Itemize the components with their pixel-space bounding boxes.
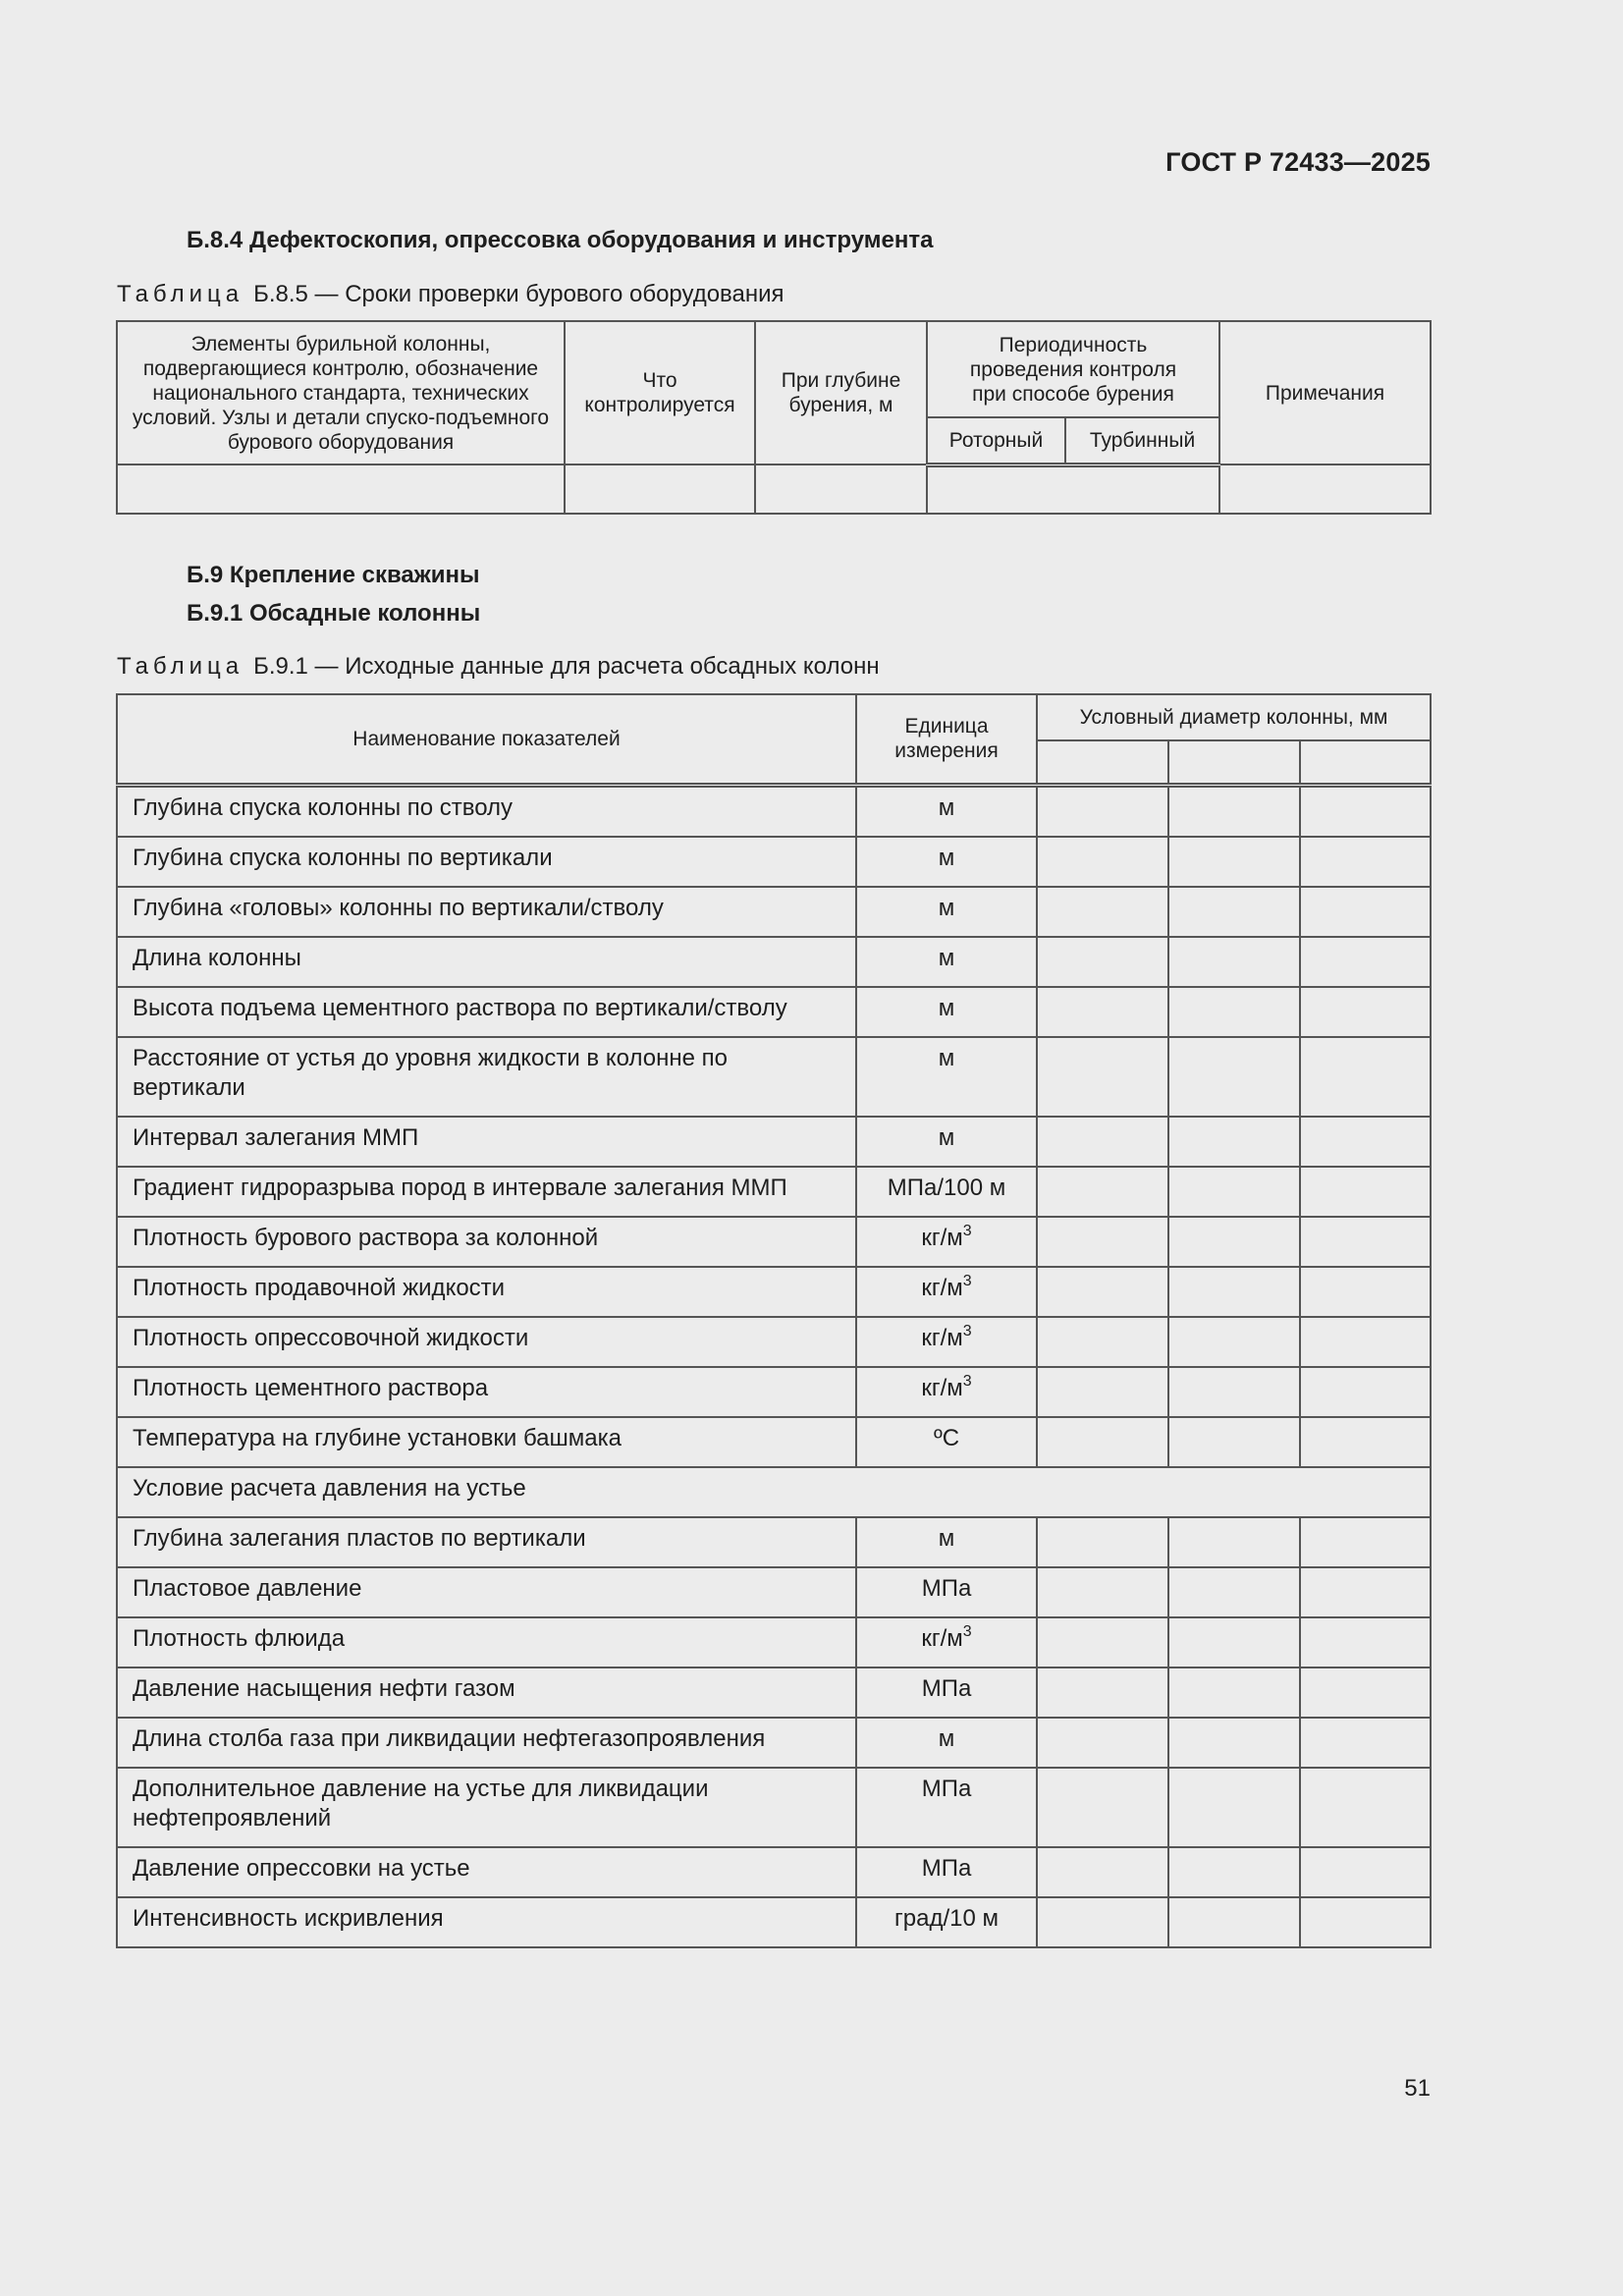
- row-unit: [856, 1117, 1037, 1167]
- table-row: [117, 1117, 1431, 1167]
- row-name: Плотность бурового раствора за колонной: [117, 1217, 856, 1267]
- value-cell: [1168, 837, 1300, 887]
- value-cell: [1300, 1667, 1431, 1718]
- unit-text: м: [938, 1724, 955, 1752]
- value-cell: [1037, 937, 1168, 987]
- caption-prefix: Таблица: [117, 281, 244, 307]
- unit-text: м: [938, 793, 955, 821]
- value-cell: [1168, 1567, 1300, 1617]
- header-name: Наименование показателей: [117, 694, 856, 785]
- row-name: Градиент гидроразрыва пород в интервале залегания ММП: [117, 1167, 856, 1217]
- table-row: [117, 1267, 1431, 1317]
- unit-text: м: [938, 994, 955, 1021]
- row-name: Плотность цементного раствора: [117, 1367, 856, 1417]
- empty-cell: [1219, 465, 1431, 514]
- unit-text: ºС: [933, 1424, 960, 1451]
- value-cell: [1168, 1037, 1300, 1117]
- unit-exponent: 3: [962, 1372, 972, 1390]
- value-cell: [1037, 1417, 1168, 1467]
- row-unit: [856, 785, 1037, 837]
- value-cell: [1168, 1768, 1300, 1847]
- table-row: [117, 837, 1431, 887]
- value-cell: [1168, 1217, 1300, 1267]
- value-cell: [1168, 1117, 1300, 1167]
- unit-text: м: [938, 844, 955, 871]
- value-cell: [1037, 1167, 1168, 1217]
- value-cell: [1037, 1718, 1168, 1768]
- row-name: Давление опрессовки на устье: [117, 1847, 856, 1897]
- document-code: ГОСТ Р 72433—2025: [1165, 147, 1431, 177]
- row-unit: [856, 1517, 1037, 1567]
- table-b85-caption: [117, 281, 784, 308]
- value-cell: [1168, 1417, 1300, 1467]
- unit-text: МПа: [921, 1775, 972, 1802]
- unit-text: град/10 м: [894, 1904, 999, 1932]
- table-row: [117, 1718, 1431, 1768]
- value-cell: [1300, 837, 1431, 887]
- value-cell: [1300, 937, 1431, 987]
- unit-text: м: [938, 944, 955, 971]
- unit-text: м: [938, 1044, 955, 1071]
- value-cell: [1300, 1417, 1431, 1467]
- value-cell: [1168, 785, 1300, 837]
- row-name: Интервал залегания ММП: [117, 1117, 856, 1167]
- unit-text: кг/м: [921, 1224, 963, 1251]
- diameter-subheader: [1300, 740, 1431, 785]
- row-name: Глубина спуска колонны по стволу: [117, 785, 856, 837]
- diameter-subheader: [1037, 740, 1168, 785]
- header-what: Что контролируется: [565, 321, 755, 465]
- row-name: Длина колонны: [117, 937, 856, 987]
- table-row: [117, 1037, 1431, 1117]
- value-cell: [1168, 887, 1300, 937]
- value-cell: [1300, 887, 1431, 937]
- value-cell: [1037, 1117, 1168, 1167]
- unit-text: кг/м: [921, 1374, 963, 1401]
- section-b9-title: Б.9 Крепление скважины: [187, 562, 480, 588]
- row-name: Расстояние от устья до уровня жидкости в колонне по вертикали: [117, 1037, 856, 1117]
- value-cell: [1168, 937, 1300, 987]
- value-cell: [1037, 987, 1168, 1037]
- table-row: [117, 1217, 1431, 1267]
- unit-exponent: 3: [962, 1272, 972, 1289]
- table-row: [117, 1167, 1431, 1217]
- value-cell: [1300, 1117, 1431, 1167]
- row-name: Интенсивность искривления: [117, 1897, 856, 1947]
- row-name: Глубина спуска колонны по вертикали: [117, 837, 856, 887]
- value-cell: [1168, 987, 1300, 1037]
- value-cell: [1300, 1847, 1431, 1897]
- row-unit: [856, 1617, 1037, 1667]
- row-unit: [856, 937, 1037, 987]
- header-elements: Элементы бурильной колонны, подвергающиеся контролю, обозначение национального стандарта, технических условий. Узлы и детали спуско-подъемного бурового оборудования: [117, 321, 565, 465]
- diameter-subheader: [1168, 740, 1300, 785]
- value-cell: [1037, 1567, 1168, 1617]
- row-name: Условие расчета давления на устье: [117, 1467, 1431, 1517]
- value-cell: [1037, 1367, 1168, 1417]
- row-unit: [856, 1217, 1037, 1267]
- caption-text: Б.9.1 — Исходные данные для расчета обсадных колонн: [253, 653, 880, 680]
- table-row: [117, 1617, 1431, 1667]
- value-cell: [1168, 1167, 1300, 1217]
- header-turbine: Турбинный: [1065, 417, 1219, 465]
- section-b91-title: Б.9.1 Обсадные колонны: [187, 600, 481, 627]
- row-name: Плотность опрессовочной жидкости: [117, 1317, 856, 1367]
- value-cell: [1168, 1317, 1300, 1367]
- unit-text: МПа: [921, 1674, 972, 1702]
- row-unit: [856, 1317, 1037, 1367]
- header-periodicity: Периодичность проведения контроля при способе бурения: [927, 321, 1219, 417]
- value-cell: [1168, 1718, 1300, 1768]
- value-cell: [1168, 1847, 1300, 1897]
- table-row: [117, 1667, 1431, 1718]
- table-b85: [116, 320, 1432, 515]
- value-cell: [1300, 1517, 1431, 1567]
- value-cell: [1037, 785, 1168, 837]
- table-row: [117, 1517, 1431, 1567]
- header-depth: При глубине бурения, м: [755, 321, 927, 465]
- unit-text: кг/м: [921, 1624, 963, 1652]
- row-unit: [856, 1847, 1037, 1897]
- table-row: [117, 1417, 1431, 1467]
- row-unit: [856, 1718, 1037, 1768]
- table-row: [117, 1897, 1431, 1947]
- value-cell: [1168, 1617, 1300, 1667]
- empty-cell: [565, 465, 755, 514]
- header-rotary: Роторный: [927, 417, 1065, 465]
- value-cell: [1037, 1267, 1168, 1317]
- row-unit: [856, 1367, 1037, 1417]
- table-row: [117, 1317, 1431, 1367]
- row-unit: [856, 1267, 1037, 1317]
- value-cell: [1037, 1847, 1168, 1897]
- row-unit: [856, 1167, 1037, 1217]
- unit-text: МПа: [921, 1574, 972, 1602]
- table-row: [117, 1847, 1431, 1897]
- unit-exponent: 3: [962, 1322, 972, 1339]
- table-row: [117, 1467, 1431, 1517]
- row-unit: [856, 1567, 1037, 1617]
- row-name: Высота подъема цементного раствора по вертикали/стволу: [117, 987, 856, 1037]
- value-cell: [1300, 987, 1431, 1037]
- value-cell: [1037, 1037, 1168, 1117]
- row-name: Давление насыщения нефти газом: [117, 1667, 856, 1718]
- value-cell: [1037, 1517, 1168, 1567]
- value-cell: [1168, 1667, 1300, 1718]
- value-cell: [1300, 1317, 1431, 1367]
- value-cell: [1300, 1217, 1431, 1267]
- row-unit: [856, 1768, 1037, 1847]
- value-cell: [1168, 1897, 1300, 1947]
- page-number: 51: [1404, 2075, 1431, 2102]
- value-cell: [1300, 1267, 1431, 1317]
- unit-text: м: [938, 1123, 955, 1151]
- row-name: Дополнительное давление на устье для ликвидации нефтепроявлений: [117, 1768, 856, 1847]
- value-cell: [1300, 1167, 1431, 1217]
- value-cell: [1168, 1517, 1300, 1567]
- unit-text: кг/м: [921, 1324, 963, 1351]
- row-name: Глубина «головы» колонны по вертикали/стволу: [117, 887, 856, 937]
- row-unit: [856, 1667, 1037, 1718]
- value-cell: [1300, 1567, 1431, 1617]
- value-cell: [1037, 1897, 1168, 1947]
- value-cell: [1037, 1317, 1168, 1367]
- table-row: [117, 987, 1431, 1037]
- value-cell: [1300, 785, 1431, 837]
- table-row: [117, 937, 1431, 987]
- empty-cell: [927, 465, 1219, 514]
- row-unit: [856, 887, 1037, 937]
- header-unit: Единица измерения: [856, 694, 1037, 785]
- value-cell: [1037, 1768, 1168, 1847]
- table-row: [117, 1367, 1431, 1417]
- value-cell: [1300, 1718, 1431, 1768]
- row-name: Температура на глубине установки башмака: [117, 1417, 856, 1467]
- unit-text: м: [938, 894, 955, 921]
- section-b84-title: Б.8.4 Дефектоскопия, опрессовка оборудования и инструмента: [187, 227, 934, 253]
- table-row: [117, 887, 1431, 937]
- value-cell: [1300, 1617, 1431, 1667]
- unit-exponent: 3: [962, 1622, 972, 1640]
- value-cell: [1037, 1217, 1168, 1267]
- table-b91-caption: [117, 653, 880, 681]
- unit-text: МПа/100 м: [887, 1174, 1006, 1201]
- value-cell: [1037, 1617, 1168, 1667]
- header-notes: Примечания: [1219, 321, 1431, 465]
- row-unit: [856, 987, 1037, 1037]
- row-name: Глубина залегания пластов по вертикали: [117, 1517, 856, 1567]
- value-cell: [1300, 1897, 1431, 1947]
- value-cell: [1168, 1367, 1300, 1417]
- empty-cell: [755, 465, 927, 514]
- row-unit: [856, 1417, 1037, 1467]
- row-name: Длина столба газа при ликвидации нефтегазопроявления: [117, 1718, 856, 1768]
- unit-text: МПа: [921, 1854, 972, 1882]
- value-cell: [1300, 1037, 1431, 1117]
- caption-prefix: Таблица: [117, 653, 244, 680]
- unit-text: м: [938, 1524, 955, 1552]
- table-row: [117, 1567, 1431, 1617]
- empty-cell: [117, 465, 565, 514]
- unit-text: кг/м: [921, 1274, 963, 1301]
- unit-exponent: 3: [962, 1222, 972, 1239]
- value-cell: [1037, 887, 1168, 937]
- table-b91: [116, 693, 1432, 1948]
- row-name: Плотность флюида: [117, 1617, 856, 1667]
- value-cell: [1300, 1768, 1431, 1847]
- table-row: [117, 1768, 1431, 1847]
- header-diameter: Условный диаметр колонны, мм: [1037, 694, 1431, 740]
- caption-text: Б.8.5 — Сроки проверки бурового оборудования: [253, 281, 784, 307]
- table-row: [117, 785, 1431, 837]
- value-cell: [1300, 1367, 1431, 1417]
- value-cell: [1037, 1667, 1168, 1718]
- row-name: Пластовое давление: [117, 1567, 856, 1617]
- row-name: Плотность продавочной жидкости: [117, 1267, 856, 1317]
- value-cell: [1168, 1267, 1300, 1317]
- row-unit: [856, 1037, 1037, 1117]
- row-unit: [856, 837, 1037, 887]
- row-unit: [856, 1897, 1037, 1947]
- value-cell: [1037, 837, 1168, 887]
